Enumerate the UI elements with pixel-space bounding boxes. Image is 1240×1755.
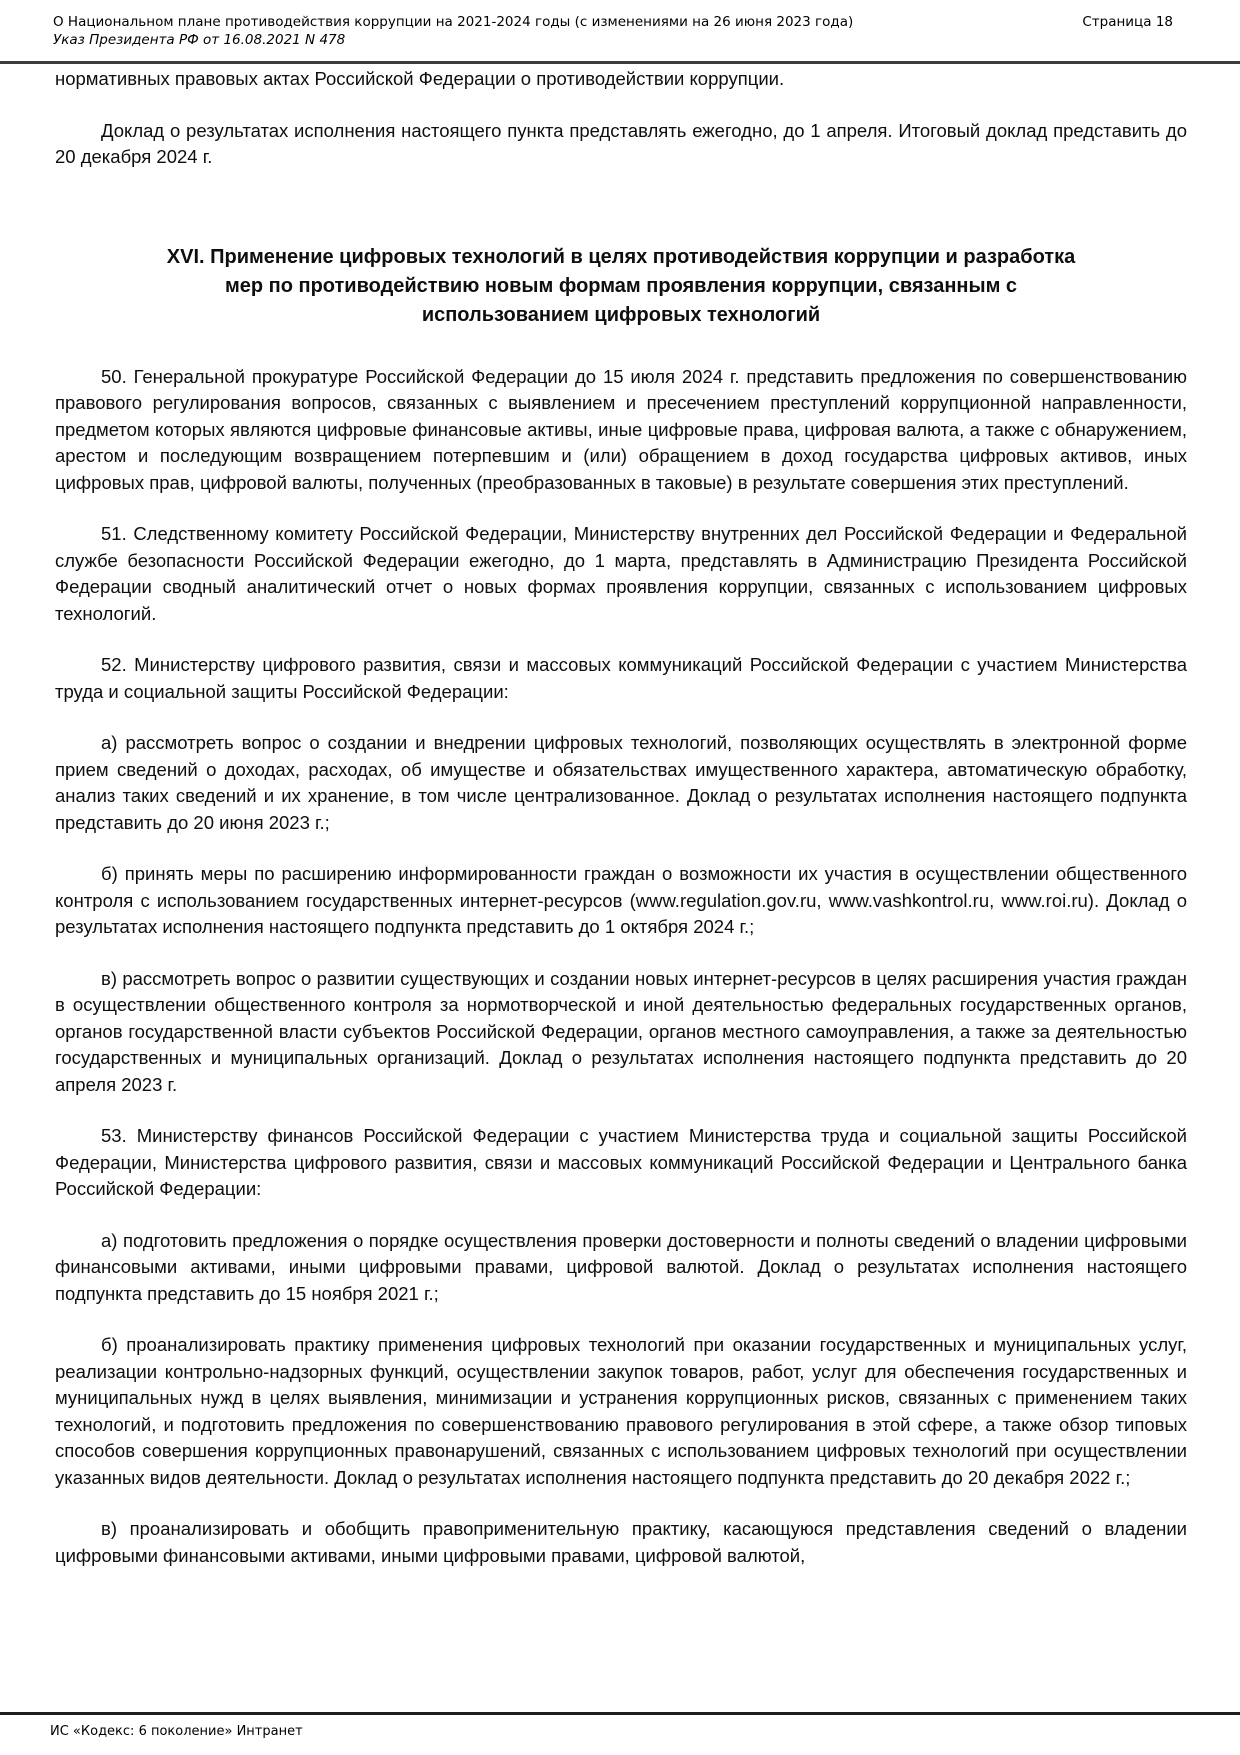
paragraph-item-52: 52. Министерству цифрового развития, связи и массовых коммуникаций Российской Федерации с участием Министерства труда и социальной защиты Российской Федерации: [55, 654, 1187, 702]
section-heading-line: XVI. Применение цифровых технологий в целях противодействия коррупции и разработка [166, 245, 1076, 268]
page-number-label: Страница 18 [1082, 14, 1173, 30]
section-heading-line: мер по противодействию новым формам проявления коррупции, связанным с [224, 274, 1018, 297]
section-heading-xvi [55, 243, 1187, 330]
paragraph-item-53-a: а) подготовить предложения о порядке осуществления проверки достоверности и полноты сведений о владении цифровыми финансовыми активами, иными цифровыми правами, цифровой валютой. Доклад о результатах исполнения настоящего подпункта представить до 15 ноября 2021 г.; [55, 1229, 1187, 1304]
document-title: О Национальном плане противодействия коррупции на 2021-2024 годы (с изменениями на 26 июня 2023 года) [53, 14, 854, 30]
paragraph-item-52-b: б) принять меры по расширению информированности граждан о возможности их участия в осуществлении общественного контроля с использованием государственных интернет-ресурсов (www.regulation.gov.ru, www.vashkontrol.ru, www.roi.ru). Доклад о результатах исполнения настоящего подпункта представить до 1 октября 2024 г.; [55, 863, 1187, 937]
page-header [0, 0, 1240, 64]
paragraph-report-annual: Доклад о результатах исполнения настоящего пункта представлять ежегодно, до 1 апреля. Итоговый доклад представить до 20 декабря 2024 г. [55, 119, 1187, 167]
footer-system-label: ИС «Кодекс: 6 поколение» Интранет [50, 1724, 303, 1739]
paragraph-item-51: 51. Следственному комитету Российской Федерации, Министерству внутренних дел Российской Федерации и Федеральной службе безопасности Российской Федерации ежегодно, до 1 марта, представлять в Администрацию Президента Российской Федерации сводный аналитический отчет о новых формах проявления коррупции, связанных с использованием цифровых технологий. [55, 523, 1187, 624]
section-heading-line: использованием цифровых технологий [421, 303, 821, 326]
paragraph-item-50: 50. Генеральной прокуратуре Российской Федерации до 15 июля 2024 г. представить предложения по совершенствованию правового регулирования вопросов, связанных с выявлением и пресечением преступлений коррупционной направленности, предметом которых являются цифровые финансовые активы, иные цифровые права, цифровая валюта, а также с обнаружением, арестом и последующим возвращением потерпевшим и (или) обращением в доход государства цифровых активов, иных цифровых прав, цифровой валюты, полученных (преобразованных в таковые) в результате совершения этих преступлений. [55, 365, 1187, 493]
paragraph-item-53-b: б) проанализировать практику применения цифровых технологий при оказании государственных и муниципальных услуг, реализации контрольно-надзорных функций, осуществлении закупок товаров, работ, услуг для обеспечения государственных и муниципальных нужд в целях выявления, минимизации и устранения коррупционных рисков, связанных с применением таких технологий, и подготовить предложения по совершенствованию правового регулирования в этой сфере, а также обзор типовых способов совершения коррупционных правонарушений, связанных с использованием цифровых технологий при осуществлении указанных видов деятельности. Доклад о результатах исполнения настоящего подпункта представить до 20 декабря 2022 г.; [55, 1334, 1187, 1488]
paragraph-continuation: нормативных правовых актах Российской Федерации о противодействии коррупции. [55, 68, 785, 89]
document-subtitle: Указ Президента РФ от 16.08.2021 N 478 [53, 32, 346, 48]
paragraph-item-52-a: а) рассмотреть вопрос о создании и внедрении цифровых технологий, позволяющих осуществлять в электронной форме прием сведений о доходах, расходах, об имуществе и обязательствах имущественного характера, автоматическую обработку, анализ таких сведений и их хранение, в том числе централизованное. Доклад о результатах исполнения настоящего подпункта представить до 20 июня 2023 г.; [55, 732, 1187, 833]
page-footer [0, 1712, 1240, 1755]
paragraph-item-52-v: в) рассмотреть вопрос о развитии существующих и создании новых интернет-ресурсов в целях расширения участия граждан в осуществлении общественного контроля за нормотворческой и иной деятельностью федеральных государственных органов, органов государственной власти субъектов Российской Федерации, органов местного самоуправления, а также за деятельностью государственных и муниципальных организаций. Доклад о результатах исполнения настоящего подпункта представить до 20 апреля 2023 г. [55, 967, 1187, 1095]
paragraph-item-53-v: в) проанализировать и обобщить правоприменительную практику, касающуюся представления сведений о владении цифровыми финансовыми активами, иными цифровыми правами, цифровой валютой, [55, 1518, 1187, 1566]
paragraph-item-53: 53. Министерству финансов Российской Федерации с участием Министерства труда и социальной защиты Российской Федерации, Министерства цифрового развития, связи и массовых коммуникаций Российской Федерации и Центрального банка Российской Федерации: [55, 1125, 1187, 1199]
document-body [55, 66, 1187, 1594]
